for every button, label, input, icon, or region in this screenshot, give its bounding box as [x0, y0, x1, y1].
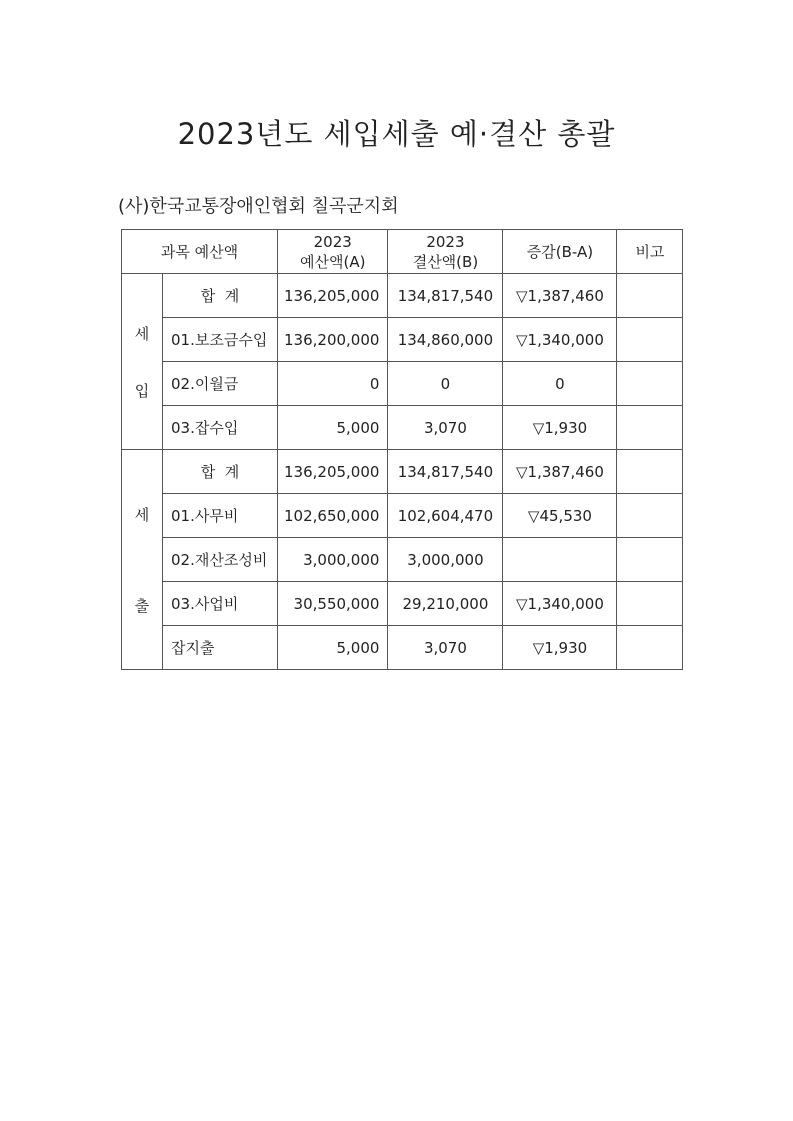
row-budget: 0: [278, 362, 388, 406]
row-note: [617, 274, 683, 318]
row-settlement: 134,817,540: [388, 450, 503, 494]
row-budget: 136,205,000: [278, 450, 388, 494]
row-diff: ▽1,387,460: [503, 274, 617, 318]
row-settlement: 3,070: [388, 626, 503, 670]
header-settlement-label: 결산액(B): [412, 252, 479, 271]
row-budget: 136,200,000: [278, 318, 388, 362]
row-name: 03.사업비: [163, 582, 278, 626]
page-title: 2023년도 세입세출 예·결산 총괄: [177, 117, 616, 151]
expense-section-label: 세 출: [122, 450, 163, 670]
row-diff: [503, 538, 617, 582]
row-diff: ▽1,340,000: [503, 582, 617, 626]
table-row: [122, 450, 683, 494]
header-budget-label: 예산액(A): [300, 252, 366, 271]
table-header-row: [122, 230, 683, 274]
row-budget: 5,000: [278, 406, 388, 450]
row-settlement: 134,860,000: [388, 318, 503, 362]
revenue-section-label: 세 입: [122, 274, 163, 450]
row-budget: 5,000: [278, 626, 388, 670]
header-budget-year: 2023: [313, 232, 352, 251]
row-diff: ▽1,930: [503, 406, 617, 450]
header-note: 비고: [617, 230, 683, 274]
row-diff: ▽1,387,460: [503, 450, 617, 494]
table-row: [122, 626, 683, 670]
table-row: [122, 406, 683, 450]
row-note: [617, 362, 683, 406]
row-budget: 102,650,000: [278, 494, 388, 538]
row-diff: ▽1,340,000: [503, 318, 617, 362]
row-name: 합 계: [163, 274, 278, 318]
row-name: 02.이월금: [163, 362, 278, 406]
header-diff: 증감(B-A): [503, 230, 617, 274]
header-settlement-year: 2023: [426, 232, 465, 251]
table-row: [122, 362, 683, 406]
row-note: [617, 450, 683, 494]
budget-summary-table: [121, 229, 683, 670]
table-row: [122, 274, 683, 318]
row-note: [617, 538, 683, 582]
row-settlement: 3,070: [388, 406, 503, 450]
row-settlement: 102,604,470: [388, 494, 503, 538]
table-row: [122, 582, 683, 626]
row-note: [617, 582, 683, 626]
row-budget: 30,550,000: [278, 582, 388, 626]
row-note: [617, 406, 683, 450]
row-note: [617, 494, 683, 538]
row-name: 03.잡수입: [163, 406, 278, 450]
table-row: [122, 494, 683, 538]
row-settlement: 0: [388, 362, 503, 406]
row-name: 합 계: [163, 450, 278, 494]
header-subject: 과목 예산액: [122, 230, 278, 274]
row-note: [617, 626, 683, 670]
row-note: [617, 318, 683, 362]
row-name: 잡지출: [163, 626, 278, 670]
row-budget: 136,205,000: [278, 274, 388, 318]
row-diff: ▽1,930: [503, 626, 617, 670]
row-diff: 0: [503, 362, 617, 406]
table-row: [122, 318, 683, 362]
row-name: 02.재산조성비: [163, 538, 278, 582]
row-budget: 3,000,000: [278, 538, 388, 582]
table-row: [122, 538, 683, 582]
row-settlement: 3,000,000: [388, 538, 503, 582]
row-settlement: 134,817,540: [388, 274, 503, 318]
organization-name: (사)한국교통장애인협회 칠곡군지회: [118, 196, 399, 217]
row-settlement: 29,210,000: [388, 582, 503, 626]
header-settlement: [388, 230, 503, 274]
row-name: 01.보조금수입: [163, 318, 278, 362]
row-diff: ▽45,530: [503, 494, 617, 538]
row-name: 01.사무비: [163, 494, 278, 538]
header-budget: [278, 230, 388, 274]
